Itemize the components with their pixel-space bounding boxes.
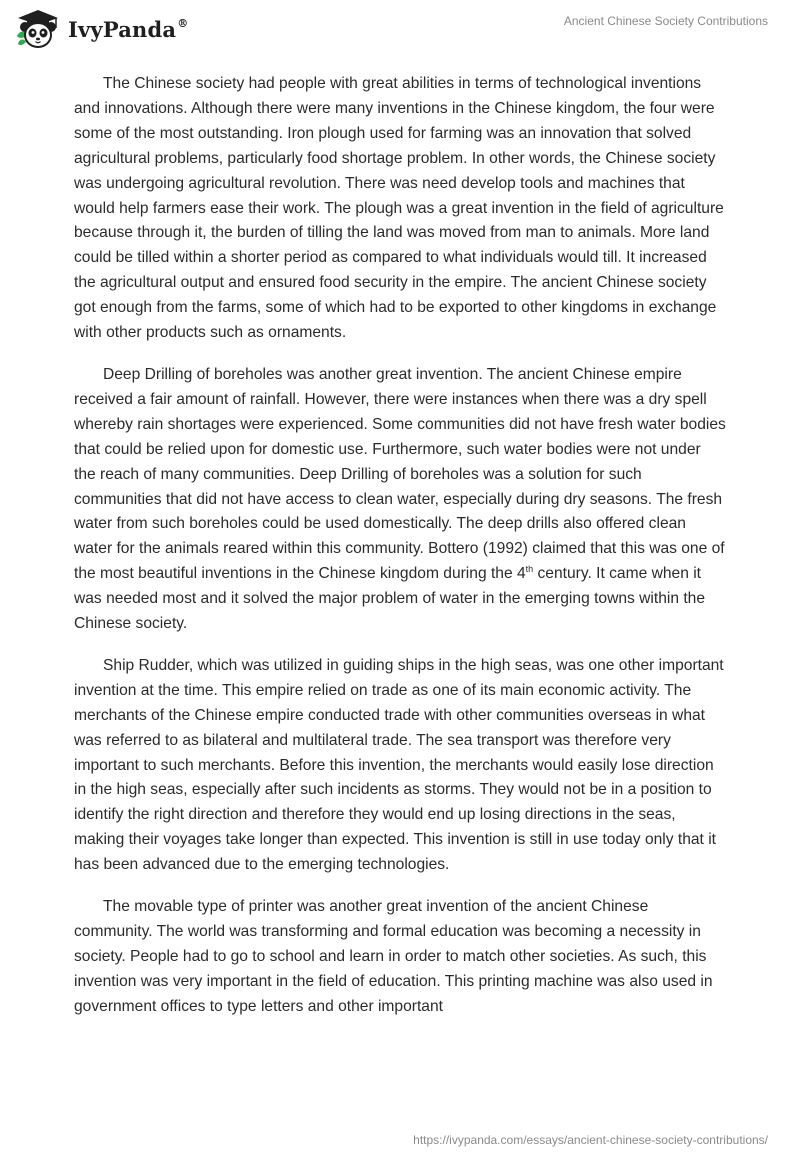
page-header — [0, 0, 800, 70]
panda-graduate-icon — [14, 8, 62, 50]
paragraph-1: The Chinese society had people with great abilities in terms of technological inventions and innovations. Although there were many inventions in the Chinese kingdom, the four were some of the most outstanding. Iron plough used for farming was an innovation that solved agricultural problems, particularly food shortage problem. In other words, the Chinese society was undergoing agricultural revolution. There was need develop tools and machines that would help farmers ease their work. The plough was a great invention in the field of agriculture because through it, the burden of tilling the land was moved from man to animals. More land could be tilled within a shorter period as compared to what individuals would till. It increased the agricultural output and ensured food security in the empire. The ancient Chinese society got enough from the farms, some of which had to be exported to other kingdoms in exchange with other products such as ornaments. — [74, 75, 724, 342]
essay-body — [74, 72, 726, 1037]
ordinal-superscript: th — [525, 564, 534, 575]
document-title: Ancient Chinese Society Contributions — [563, 14, 768, 28]
paragraph-4: The movable type of printer was another great invention of the ancient Chinese community. The world was transforming and formal education was becoming a necessity in society. People had to go to school and learn in order to match other societies. As such, this invention was very important in the field of education. This printing machine was also used in government offices to type letters and other important — [74, 898, 713, 1015]
paragraph-3: Ship Rudder, which was utilized in guiding ships in the high seas, was one other important invention at the time. This empire relied on trade as one of its main economic activity. The merchants of the Chinese empire conducted trade with other communities overseas in what was referred to as bilateral and multilateral trade. The sea transport was therefore very important to such merchants. Before this invention, the merchants would easily lose direction in the high seas, especially after such incidents as storms. They would not be in a position to identify the right direction and therefore they would end up losing directions in the seas, making their voyages take longer than expected. This invention is still in use today only that it has been advanced due to the emerging technologies. — [74, 656, 724, 874]
source-url[interactable]: https://ivypanda.com/essays/ancient-chinese-society-contributions/ — [413, 1133, 768, 1147]
brand-name: IvyPanda® — [68, 16, 189, 42]
ivypanda-logo[interactable] — [14, 8, 188, 50]
paragraph-2: Deep Drilling of boreholes was another great invention. The ancient Chinese empire received a fair amount of rainfall. However, there were instances when there was a dry spell whereby rain shortages were experienced. Some communities did not have fresh water bodies that could be relied upon for domestic use. Furthermore, such water bodies were not under the reach of many communities. Deep Drilling of boreholes was a solution for such communities that did not have access to clean water, especially during dry seasons. The fresh water from such boreholes could be used domestically. The deep drills also offered clean water for the animals reared within this community. Bottero (1992) claimed that this was one of the most beautiful inventions in the Chinese kingdom during the 4th century. It came when it was needed most and it solved the major problem of water in the emerging towns within the Chinese society. — [74, 365, 726, 633]
